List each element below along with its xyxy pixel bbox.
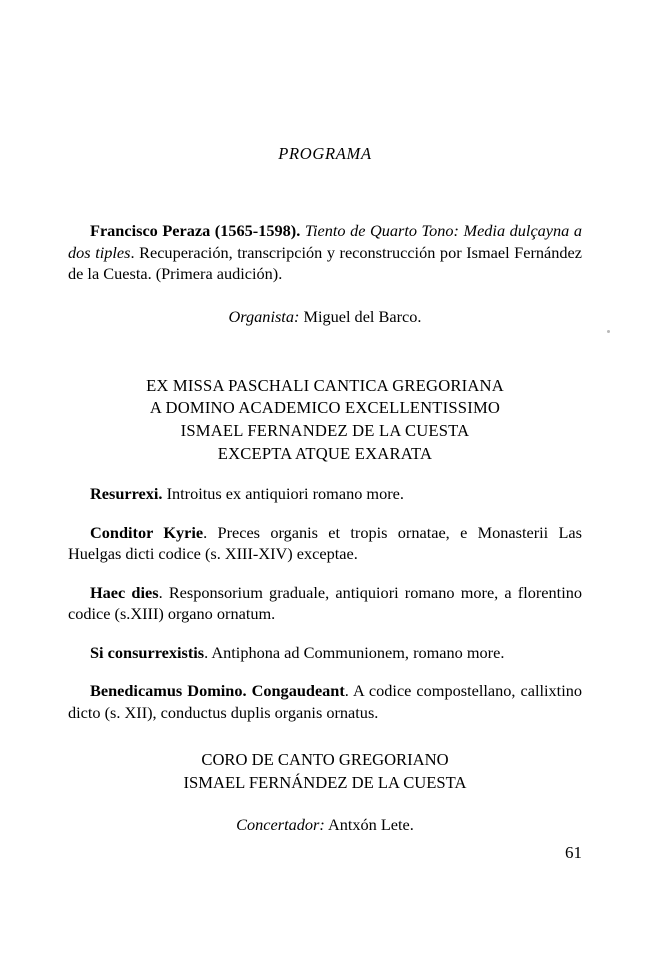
organist-name: Miguel del Barco. — [299, 306, 422, 326]
latin-title-line-1: EX MISSA PASCHALI CANTICA GREGORIANA — [146, 375, 504, 395]
organist-label: Organista: — [228, 306, 300, 326]
program-item-text: . Responsorium graduale, antiquiori romano more, a florentino codice (s.XIII) organo ornatum. — [68, 582, 583, 624]
program-item-title: Resurrexi. — [90, 484, 163, 504]
program-entry-peraza — [68, 220, 582, 285]
choir-block — [68, 749, 582, 795]
program-item-title: Benedicamus Domino. Congaudeant — [90, 681, 345, 701]
program-item-text: . Antiphona ad Communionem, romano more. — [204, 642, 505, 662]
latin-title-line-2: A DOMINO ACADEMICO EXCELLENTISSIMO — [149, 398, 501, 418]
conductor-label: Concertador: — [236, 814, 325, 834]
margin-speck — [607, 330, 610, 333]
program-item-title: Conditor Kyrie — [90, 522, 204, 542]
program-item-title: Si consurrexistis — [90, 642, 205, 662]
conductor-line — [68, 815, 582, 835]
program-item — [68, 642, 582, 664]
page-number: 61 — [565, 843, 582, 862]
program-item — [68, 582, 582, 625]
program-item — [68, 680, 582, 723]
latin-title-line-3: ISMAEL FERNANDEZ DE LA CUESTA — [180, 421, 470, 441]
choir-director: ISMAEL FERNÁNDEZ DE LA CUESTA — [183, 772, 467, 792]
program-item-text: Introitus ex antiquiori romano more. — [162, 484, 404, 504]
latin-title-block — [68, 375, 582, 467]
program-item-text: . A codice compostellano, callixtino dicto (s. XII), conductus duplis organis ornatus. — [68, 681, 582, 722]
page-title: PROGRAMA — [278, 144, 372, 163]
program-item-title: Haec dies — [90, 582, 159, 602]
program-item — [68, 483, 582, 505]
conductor-name: Antxón Lete. — [324, 814, 414, 834]
latin-title-line-4: EXCEPTA ATQUE EXARATA — [217, 444, 433, 464]
work-description: . Recuperación, transcripción y reconstrucción por Ismael Fernández de la Cuesta. (Primera audición). — [68, 242, 582, 283]
work-title: Tiento de Quarto Tono: Media dulçayna a dos tiples — [68, 221, 583, 262]
program-item — [68, 522, 582, 565]
choir-name: CORO DE CANTO GREGORIANO — [201, 750, 449, 770]
organist-line — [68, 307, 582, 327]
composer-name: Francisco Peraza (1565-1598). — [90, 221, 301, 240]
program-item-text: . Preces organis et tropis ornatae, e Monasterii Las Huelgas dicti codice (s. XIII-XIV) exceptae. — [68, 522, 582, 564]
